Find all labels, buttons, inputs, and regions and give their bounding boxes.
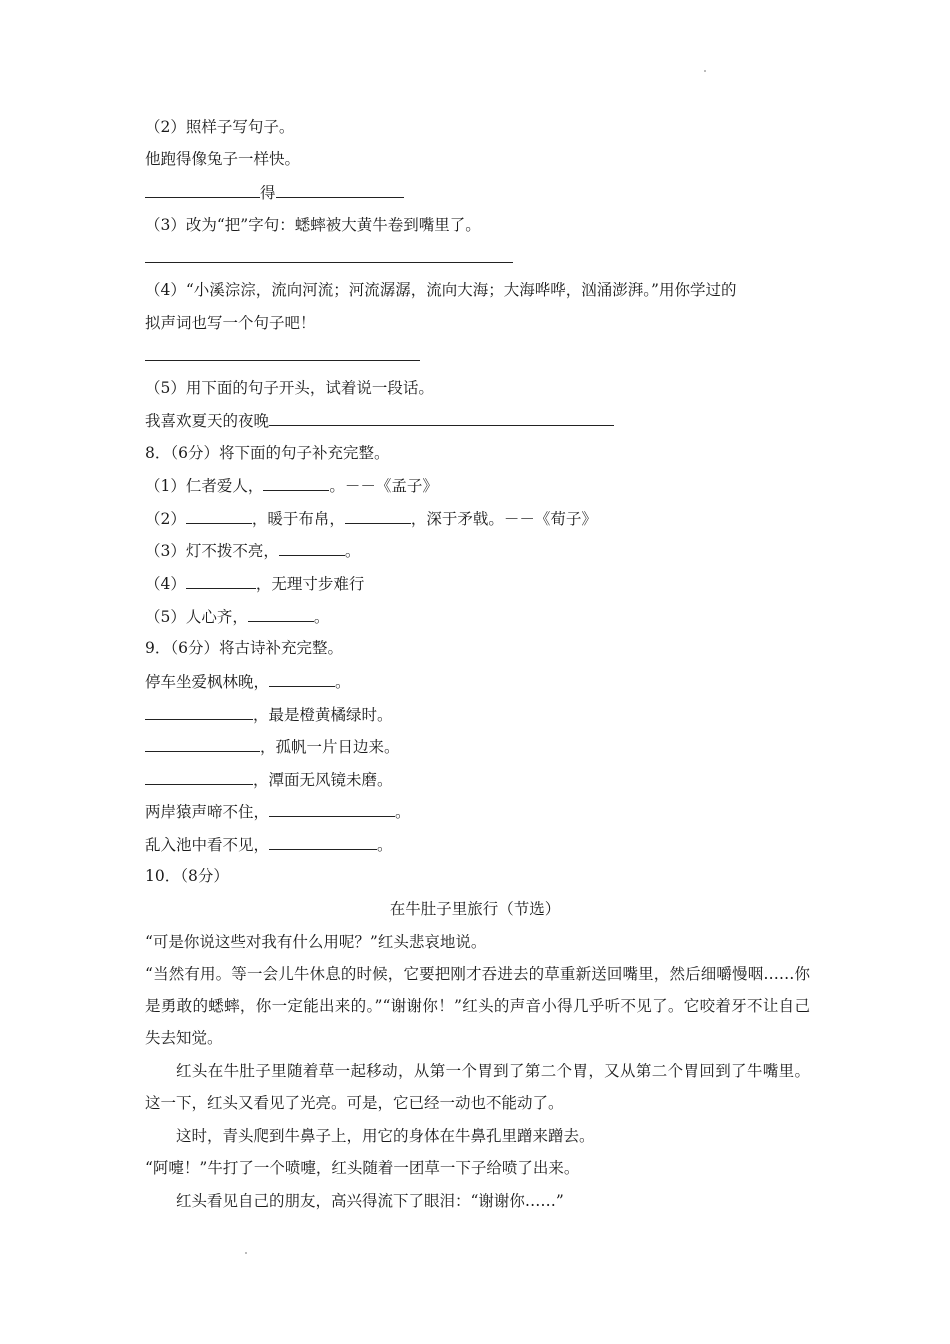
q10-passage-title: 在牛肚子里旅行（节选）	[389, 900, 561, 918]
q9-line5-end: 。	[395, 803, 411, 821]
answer-blank[interactable]	[248, 606, 314, 622]
q10-header: 10．（8分）	[145, 867, 229, 885]
answer-blank[interactable]	[269, 834, 377, 850]
q8-item3-text: （3）灯不拨不亮，	[145, 542, 279, 560]
answer-blank[interactable]	[145, 182, 260, 198]
q8-item1-source: 。－－《孟子》	[329, 477, 438, 495]
q9-line1-end: 。	[335, 673, 351, 691]
q10-paragraph-6: 红头看见自己的朋友，高兴得流下了眼泪：“谢谢你……”	[176, 1192, 564, 1210]
q7-part2-de: 得	[260, 184, 276, 202]
answer-blank[interactable]	[276, 182, 404, 198]
answer-blank[interactable]	[279, 540, 345, 556]
q10-paragraph-3: 红头在牛肚子里随着草一起移动，从第一个胃到了第二个胃，又从第二个胃回到了牛嘴里。这一下，红头又看见了光亮。可是，它已经一动也不能动了。	[145, 1062, 810, 1112]
q10-paragraph-5: “阿嚏！”牛打了一个喷嚏，红头随着一团草一下子给喷了出来。	[145, 1159, 580, 1177]
q7-part5-answer-line	[145, 410, 614, 431]
q8-item5-end: 。	[313, 608, 330, 626]
q9-header: 9．（6分）将古诗补充完整。	[145, 639, 343, 657]
q9-line6-end: 。	[377, 836, 393, 854]
q7-part3-answer-blank[interactable]	[145, 262, 513, 263]
q9-line2	[145, 704, 393, 725]
q7-part5-label: （5）用下面的句子开头，试着说一段话。	[145, 379, 434, 397]
q9-line6	[145, 834, 393, 855]
q9-line4-text: ，潭面无风镜未磨。	[253, 771, 393, 789]
q8-item3	[145, 540, 360, 561]
scan-speck	[704, 70, 706, 72]
q9-line5-text: 两岸猿声啼不住，	[145, 803, 270, 821]
q7-part4-line1: （4）“小溪淙淙，流向河流；河流潺潺，流向大海；大海哗哗，汹涌澎湃。”用你学过的	[145, 281, 737, 299]
q8-item2-number: （2）	[145, 510, 186, 528]
q10-paragraph-1: “可是你说这些对我有什么用呢？”红头悲哀地说。	[145, 933, 487, 951]
q8-item1	[145, 475, 438, 496]
q7-part4-line2: 拟声词也写一个句子吧！	[145, 314, 316, 332]
answer-blank[interactable]	[186, 573, 256, 589]
answer-blank[interactable]	[145, 769, 253, 785]
q8-header: 8．（6分）将下面的句子补充完整。	[145, 444, 390, 462]
q7-part2-label: （2）照样子写句子。	[145, 118, 295, 136]
q7-part2-answer-line	[145, 182, 404, 203]
q8-item4-number: （4）	[145, 575, 186, 593]
answer-blank[interactable]	[145, 736, 260, 752]
answer-blank[interactable]	[263, 475, 329, 491]
answer-blank[interactable]	[269, 410, 614, 426]
q7-part5-start: 我喜欢夏天的夜晚	[145, 412, 270, 430]
answer-blank[interactable]	[269, 671, 335, 687]
answer-blank[interactable]	[269, 801, 395, 817]
scan-speck	[245, 1252, 247, 1254]
q10-paragraph-4: 这时，青头爬到牛鼻子上，用它的身体在牛鼻孔里蹭来蹭去。	[176, 1127, 595, 1145]
answer-blank[interactable]	[145, 704, 253, 720]
q8-item4	[145, 573, 364, 594]
q8-item2-source: ，深于矛戟。－－《荀子》	[410, 510, 597, 528]
q9-line4	[145, 769, 393, 790]
q8-item5-text: （5）人心齐，	[145, 608, 248, 626]
q8-item3-end: 。	[344, 542, 361, 560]
q8-item4-text: ，无理寸步难行	[255, 575, 365, 593]
q9-line3-text: ，孤帆一片日边来。	[260, 738, 400, 756]
q7-part2-example: 他跑得像兔子一样快。	[145, 150, 301, 168]
q8-item2	[145, 508, 597, 529]
q9-line6-text: 乱入池中看不见，	[145, 836, 270, 854]
q9-line1-text: 停车坐爱枫林晚，	[145, 673, 270, 691]
q9-line2-text: ，最是橙黄橘绿时。	[253, 706, 393, 724]
q9-line3	[145, 736, 400, 757]
q9-line5	[145, 801, 411, 822]
q7-part3-label: （3）改为“把”字句：蟋蟀被大黄牛卷到嘴里了。	[145, 216, 481, 234]
q9-line1	[145, 671, 351, 692]
q8-item2-text: ，暖于布帛，	[251, 510, 345, 528]
q8-item1-text: （1）仁者爱人，	[145, 477, 264, 495]
q8-item5	[145, 606, 329, 627]
answer-blank[interactable]	[345, 508, 411, 524]
q10-paragraph-2: “当然有用。等一会儿牛休息的时候，它要把刚才吞进去的草重新送回嘴里，然后细嚼慢咽……你是勇敢的蟋蟀，你一定能出来的。”“谢谢你！”红头的声音小得几乎听不见了。它咬着牙不让自己失去知觉。	[145, 965, 810, 1047]
answer-blank[interactable]	[186, 508, 252, 524]
q7-part4-answer-blank[interactable]	[145, 360, 420, 361]
